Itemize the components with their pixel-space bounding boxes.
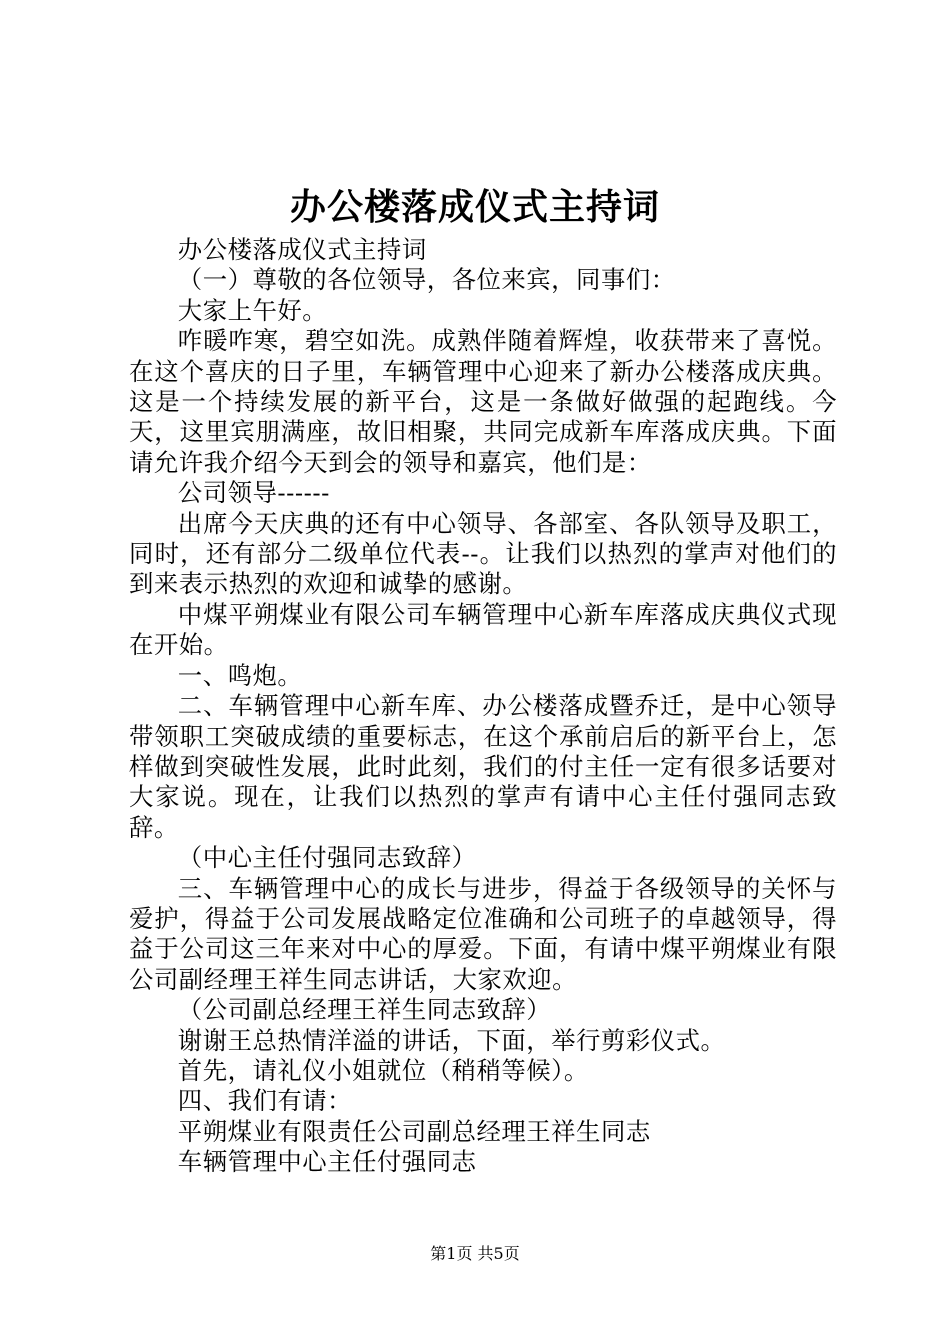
paragraph: （中心主任付强同志致辞） (177, 843, 477, 873)
document-body (129, 235, 837, 1178)
paragraph: 四、我们有请： (177, 1086, 353, 1116)
paragraph: 平朔煤业有限责任公司副总经理王祥生同志 (177, 1116, 651, 1146)
paragraph: 车辆管理中心主任付强同志 (177, 1147, 477, 1177)
paragraph: 咋暖咋寒，碧空如洗。成熟伴随着辉煌，收获带来了喜悦。在这个喜庆的日子里，车辆管理中心迎来了新办公楼落成庆典。这是一个持续发展的新平台，这是一条做好做强的起跑线。今天，这里宾朋满座，故旧相聚，共同完成新车库落成庆典。下面请允许我介绍今天到会的领导和嘉宾，他们是： (129, 326, 837, 477)
paragraph: 公司领导------ (177, 478, 330, 508)
paragraph: （一）尊敬的各位领导，各位来宾，同事们： (177, 265, 676, 295)
paragraph: 大家上午好。 (177, 295, 328, 325)
paragraph: 出席今天庆典的还有中心领导、各部室、各队领导及职工，同时，还有部分二级单位代表--。让我们以热烈的掌声对他们的到来表示热烈的欢迎和诚挚的感谢。 (129, 508, 837, 599)
paragraph: 三、车辆管理中心的成长与进步，得益于各级领导的关怀与爱护，得益于公司发展战略定位准确和公司班子的卓越领导，得益于公司这三年来对中心的厚爱。下面，有请中煤平朔煤业有限公司副经理王祥生同志讲话，大家欢迎。 (129, 873, 837, 994)
page-footer: 第1页 共5页 (430, 1244, 520, 1263)
paragraph: 首先，请礼仪小姐就位（稍稍等候）。 (177, 1055, 589, 1085)
paragraph: 办公楼落成仪式主持词 (177, 235, 427, 264)
document-title: 办公楼落成仪式主持词 (289, 187, 660, 228)
paragraph: 谢谢王总热情洋溢的讲话，下面，举行剪彩仪式。 (177, 1025, 726, 1055)
paragraph: 中煤平朔煤业有限公司车辆管理中心新车库落成庆典仪式现在开始。 (129, 599, 837, 660)
paragraph: 一、鸣炮。 (177, 660, 303, 690)
paragraph: （公司副总经理王祥生同志致辞） (177, 995, 552, 1025)
paragraph: 二、车辆管理中心新车库、办公楼落成暨乔迁，是中心领导带领职工突破成绩的重要标志，在这个承前启后的新平台上，怎样做到突破性发展，此时此刻，我们的付主任一定有很多话要对大家说。现在，让我们以热烈的掌声有请中心主任付强同志致辞。 (129, 691, 837, 842)
